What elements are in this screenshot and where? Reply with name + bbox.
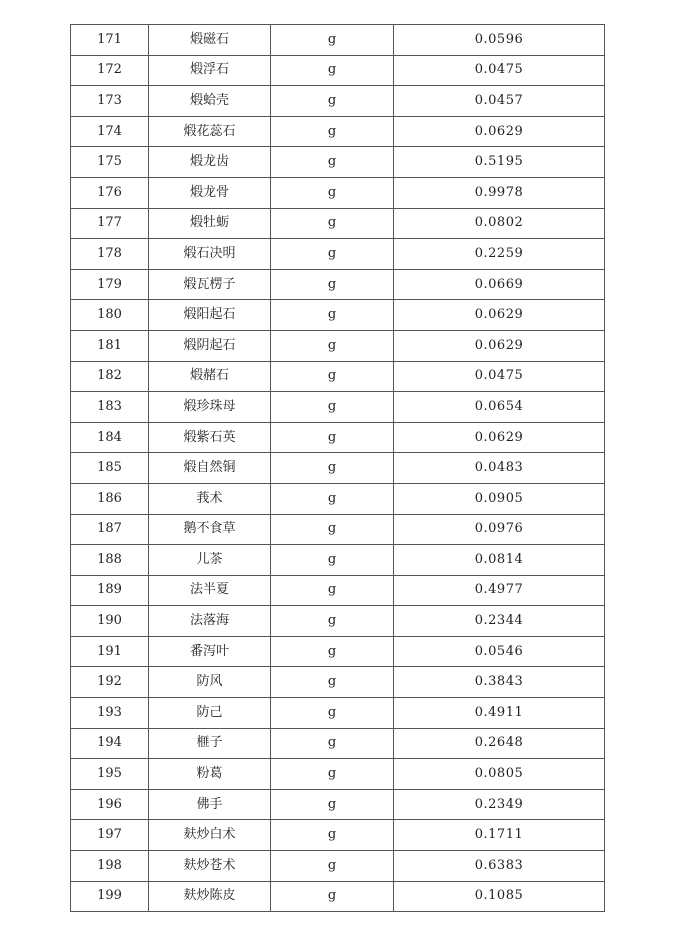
row-number-cell: 176: [71, 177, 149, 208]
value-cell: 0.1085: [394, 881, 605, 912]
value-cell: 0.0475: [394, 55, 605, 86]
table-row: [71, 545, 605, 576]
unit-cell: g: [271, 483, 394, 514]
row-number-cell: 183: [71, 392, 149, 423]
row-number-cell: 172: [71, 55, 149, 86]
item-name-cell: 番泻叶: [149, 636, 271, 667]
row-number-cell: 171: [71, 25, 149, 56]
item-name-cell: 莪术: [149, 483, 271, 514]
value-cell: 0.0629: [394, 300, 605, 331]
unit-cell: g: [271, 851, 394, 882]
value-cell: 0.0654: [394, 392, 605, 423]
value-cell: 0.2648: [394, 728, 605, 759]
row-number-cell: 191: [71, 636, 149, 667]
value-cell: 0.6383: [394, 851, 605, 882]
row-number-cell: 180: [71, 300, 149, 331]
table-row: [71, 820, 605, 851]
item-name-cell: 榧子: [149, 728, 271, 759]
row-number-cell: 193: [71, 698, 149, 729]
item-name-cell: 煅花蕊石: [149, 116, 271, 147]
item-name-cell: 煅阴起石: [149, 330, 271, 361]
row-number-cell: 175: [71, 147, 149, 178]
item-name-cell: 麸炒陈皮: [149, 881, 271, 912]
unit-cell: g: [271, 177, 394, 208]
row-number-cell: 187: [71, 514, 149, 545]
unit-cell: g: [271, 606, 394, 637]
value-cell: 0.0629: [394, 422, 605, 453]
item-name-cell: 法半夏: [149, 575, 271, 606]
unit-cell: g: [271, 208, 394, 239]
unit-cell: g: [271, 55, 394, 86]
row-number-cell: 181: [71, 330, 149, 361]
row-number-cell: 173: [71, 86, 149, 117]
item-name-cell: 佛手: [149, 789, 271, 820]
value-cell: 0.4911: [394, 698, 605, 729]
unit-cell: g: [271, 86, 394, 117]
unit-cell: g: [271, 453, 394, 484]
value-cell: 0.3843: [394, 667, 605, 698]
value-cell: 0.0483: [394, 453, 605, 484]
table-row: [71, 453, 605, 484]
row-number-cell: 197: [71, 820, 149, 851]
item-name-cell: 煅龙齿: [149, 147, 271, 178]
unit-cell: g: [271, 667, 394, 698]
row-number-cell: 184: [71, 422, 149, 453]
table-row: [71, 881, 605, 912]
value-cell: 0.0457: [394, 86, 605, 117]
row-number-cell: 194: [71, 728, 149, 759]
row-number-cell: 185: [71, 453, 149, 484]
table-row: [71, 208, 605, 239]
unit-cell: g: [271, 269, 394, 300]
unit-cell: g: [271, 759, 394, 790]
table-row: [71, 239, 605, 270]
unit-cell: g: [271, 575, 394, 606]
unit-cell: g: [271, 789, 394, 820]
table-row: [71, 728, 605, 759]
unit-cell: g: [271, 545, 394, 576]
item-name-cell: 儿茶: [149, 545, 271, 576]
value-cell: 0.0629: [394, 116, 605, 147]
value-cell: 0.0976: [394, 514, 605, 545]
value-cell: 0.9978: [394, 177, 605, 208]
value-cell: 0.4977: [394, 575, 605, 606]
table-row: [71, 361, 605, 392]
value-cell: 0.2259: [394, 239, 605, 270]
table-body: [71, 25, 605, 912]
item-name-cell: 煅牡蛎: [149, 208, 271, 239]
unit-cell: g: [271, 422, 394, 453]
row-number-cell: 174: [71, 116, 149, 147]
item-name-cell: 麸炒苍术: [149, 851, 271, 882]
table-row: [71, 269, 605, 300]
unit-cell: g: [271, 820, 394, 851]
table-row: [71, 514, 605, 545]
row-number-cell: 198: [71, 851, 149, 882]
unit-cell: g: [271, 392, 394, 423]
value-cell: 0.0596: [394, 25, 605, 56]
item-name-cell: 煅自然铜: [149, 453, 271, 484]
row-number-cell: 178: [71, 239, 149, 270]
value-cell: 0.0629: [394, 330, 605, 361]
table-row: [71, 177, 605, 208]
item-name-cell: 煅瓦楞子: [149, 269, 271, 300]
row-number-cell: 196: [71, 789, 149, 820]
table-row: [71, 789, 605, 820]
table-row: [71, 851, 605, 882]
table-row: [71, 25, 605, 56]
row-number-cell: 182: [71, 361, 149, 392]
item-name-cell: 煅阳起石: [149, 300, 271, 331]
value-cell: 0.0802: [394, 208, 605, 239]
item-name-cell: 煅赭石: [149, 361, 271, 392]
table-row: [71, 392, 605, 423]
table-row: [71, 483, 605, 514]
value-cell: 0.5195: [394, 147, 605, 178]
row-number-cell: 188: [71, 545, 149, 576]
table-row: [71, 636, 605, 667]
table-row: [71, 698, 605, 729]
item-name-cell: 煅石决明: [149, 239, 271, 270]
unit-cell: g: [271, 300, 394, 331]
value-cell: 0.2344: [394, 606, 605, 637]
value-cell: 0.0546: [394, 636, 605, 667]
table-row: [71, 147, 605, 178]
item-name-cell: 煅蛤壳: [149, 86, 271, 117]
value-cell: 0.0805: [394, 759, 605, 790]
row-number-cell: 186: [71, 483, 149, 514]
table-row: [71, 55, 605, 86]
table-row: [71, 575, 605, 606]
item-name-cell: 煅浮石: [149, 55, 271, 86]
unit-cell: g: [271, 728, 394, 759]
unit-cell: g: [271, 147, 394, 178]
item-name-cell: 煅磁石: [149, 25, 271, 56]
row-number-cell: 179: [71, 269, 149, 300]
item-name-cell: 煅龙骨: [149, 177, 271, 208]
table-row: [71, 300, 605, 331]
item-name-cell: 麸炒白术: [149, 820, 271, 851]
row-number-cell: 192: [71, 667, 149, 698]
unit-cell: g: [271, 361, 394, 392]
value-cell: 0.0905: [394, 483, 605, 514]
table-row: [71, 759, 605, 790]
item-name-cell: 防己: [149, 698, 271, 729]
unit-cell: g: [271, 116, 394, 147]
row-number-cell: 190: [71, 606, 149, 637]
table-row: [71, 116, 605, 147]
value-cell: 0.1711: [394, 820, 605, 851]
item-name-cell: 粉葛: [149, 759, 271, 790]
table-row: [71, 330, 605, 361]
table-row: [71, 86, 605, 117]
item-name-cell: 煅珍珠母: [149, 392, 271, 423]
table-row: [71, 667, 605, 698]
row-number-cell: 195: [71, 759, 149, 790]
unit-cell: g: [271, 239, 394, 270]
value-cell: 0.0669: [394, 269, 605, 300]
row-number-cell: 189: [71, 575, 149, 606]
value-cell: 0.0814: [394, 545, 605, 576]
item-name-cell: 法落海: [149, 606, 271, 637]
value-cell: 0.0475: [394, 361, 605, 392]
item-name-cell: 防风: [149, 667, 271, 698]
item-name-cell: 煅紫石英: [149, 422, 271, 453]
price-table: [70, 24, 605, 912]
unit-cell: g: [271, 25, 394, 56]
value-cell: 0.2349: [394, 789, 605, 820]
row-number-cell: 199: [71, 881, 149, 912]
unit-cell: g: [271, 698, 394, 729]
table-row: [71, 422, 605, 453]
row-number-cell: 177: [71, 208, 149, 239]
item-name-cell: 鹅不食草: [149, 514, 271, 545]
table-row: [71, 606, 605, 637]
unit-cell: g: [271, 636, 394, 667]
unit-cell: g: [271, 514, 394, 545]
unit-cell: g: [271, 330, 394, 361]
unit-cell: g: [271, 881, 394, 912]
